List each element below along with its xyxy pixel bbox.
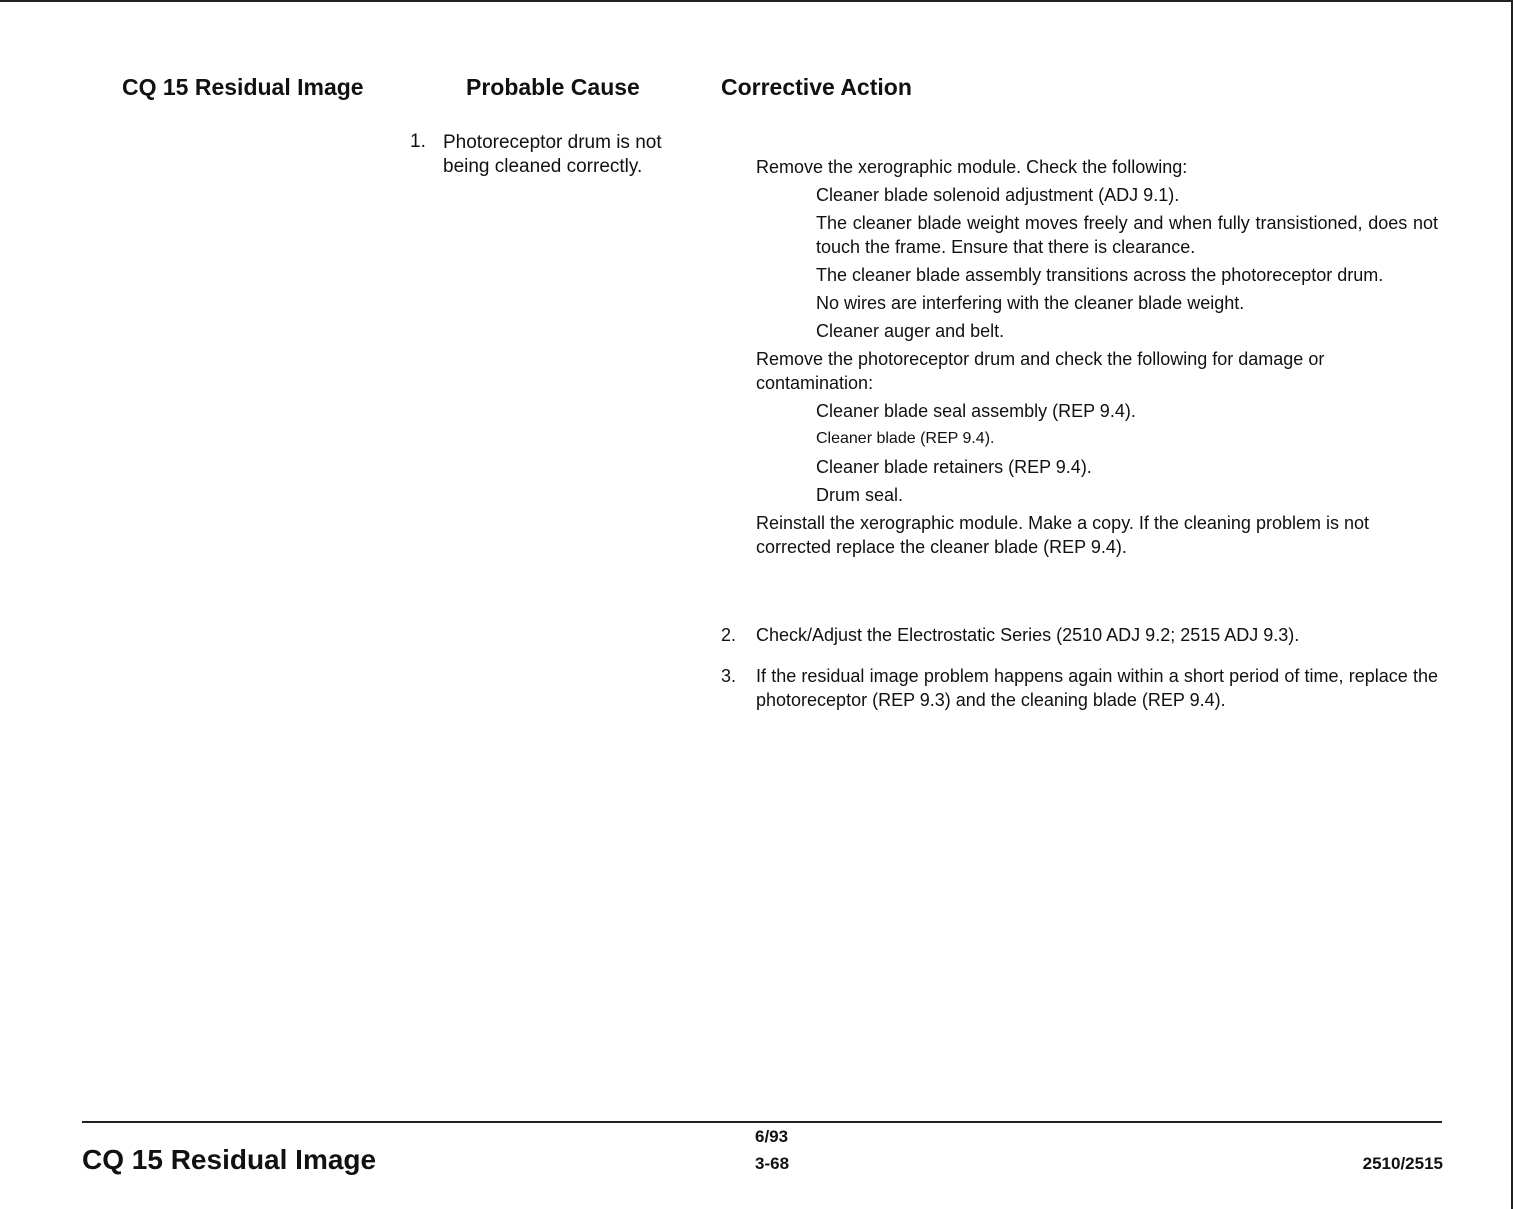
check-item: Cleaner blade (REP 9.4). [816, 430, 995, 447]
check-item: No wires are interfering with the cleaner blade weight. [816, 293, 1245, 313]
cause-number: 1. [410, 131, 426, 152]
check-item: Cleaner blade seal assembly (REP 9.4). [816, 401, 1136, 421]
check-item: The cleaner blade assembly transitions across the photoreceptor drum. [816, 265, 1384, 285]
page-border-top [0, 0, 1513, 2]
check-item: Cleaner blade solenoid adjustment (ADJ 9.1). [816, 185, 1180, 205]
step-number: 3. [721, 666, 737, 686]
check-item: Cleaner blade retainers (REP 9.4). [816, 457, 1092, 477]
footer-title: CQ 15 Residual Image [82, 1144, 377, 1175]
action-closing: Reinstall the xerographic module. Make a copy. If the cleaning problem is not corrected replace the cleaner blade (REP 9.4). [756, 513, 1369, 557]
check-item: The cleaner blade weight moves freely and when fully transistioned, does not touch the frame. Ensure that there is clearance. [816, 213, 1438, 257]
action-step [721, 664, 1438, 712]
section-title: CQ 15 Residual Image [122, 74, 364, 100]
cause-text: Photoreceptor drum is not being cleaned correctly. [443, 132, 662, 177]
probable-cause-heading: Probable Cause [466, 74, 640, 100]
action-intro-2: Remove the photoreceptor drum and check the following for damage or contamination: [756, 349, 1325, 393]
action-intro-1: Remove the xerographic module. Check the following: [756, 157, 1188, 177]
check-item: Drum seal. [816, 485, 904, 505]
check-item: Cleaner auger and belt. [816, 321, 1005, 341]
footer-rule [82, 1121, 1442, 1123]
footer-page-number: 3-68 [755, 1154, 790, 1173]
corrective-action-heading: Corrective Action [721, 74, 912, 100]
footer-date: 6/93 [755, 1127, 789, 1146]
step-number: 2. [721, 625, 737, 645]
corrective-action-block [756, 155, 1438, 559]
step-text: If the residual image problem happens again within a short period of time, replace the photoreceptor (REP 9.3) and the cleaning blade (REP 9.4). [756, 666, 1438, 710]
footer-model: 2510/2515 [1362, 1154, 1443, 1173]
step-text: Check/Adjust the Electrostatic Series (2510 ADJ 9.2; 2515 ADJ 9.3). [756, 625, 1300, 645]
action-step [721, 623, 1438, 647]
